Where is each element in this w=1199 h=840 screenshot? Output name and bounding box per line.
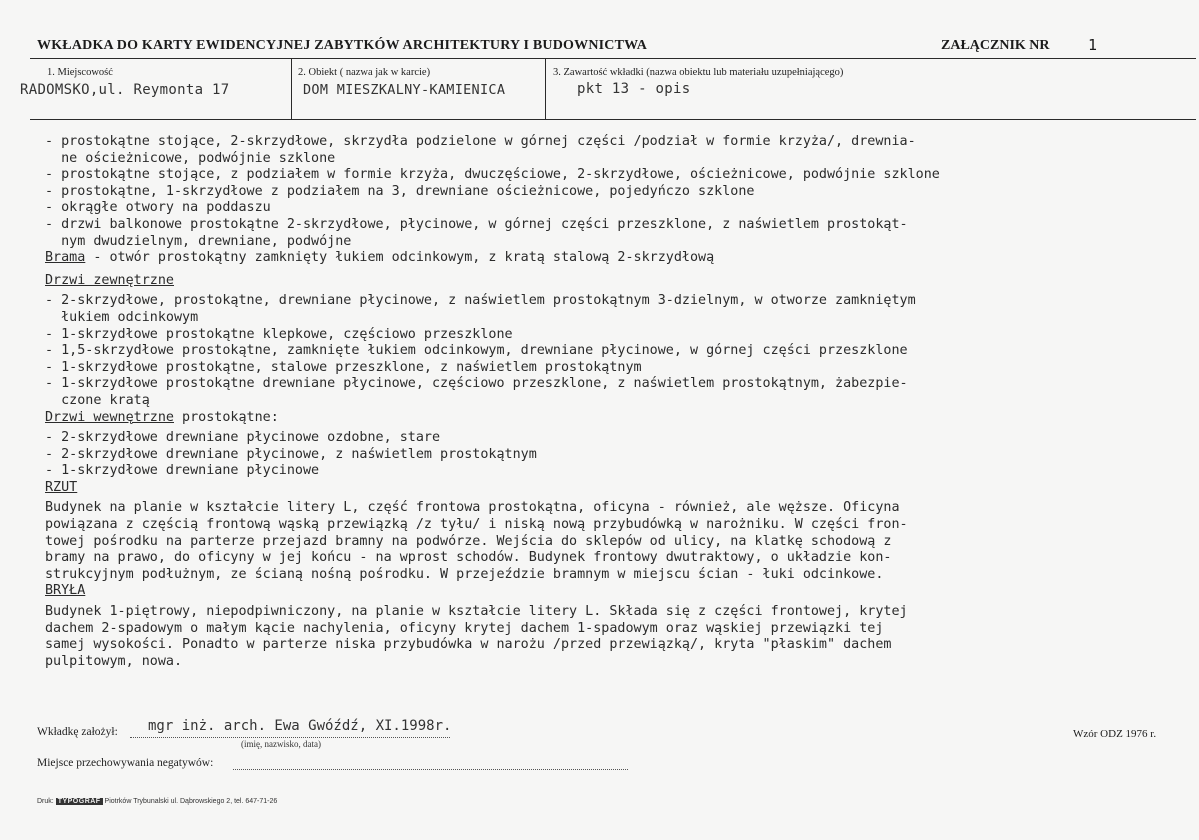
text-line: - drzwi balkonowe prostokątne 2-skrzydłowe, płycinowe, w górnej części przeszklone, z naświetlem prostokąt- [45,216,908,232]
locality-value: RADOMSKO,ul. Reymonta 17 [20,82,230,98]
content-label: 3. Zawartość wkładki (nazwa obiektu lub materiału uzupełniającego) [553,67,844,78]
object-value: DOM MIESZKALNY-KAMIENICA [303,82,506,98]
author-value: mgr inż. arch. Ewa Gwóźdź, XI.1998r. [148,718,452,734]
text-line: ne ościeżnicowe, podwójnie szklone [45,150,336,166]
printer-imprint [37,798,277,805]
annex-label: ZAŁĄCZNIK NR [941,38,1050,53]
printer-brand: TYPOGRAF [57,798,101,805]
text-line: pulpitowym, nowa. [45,653,183,669]
field-divider-2 [545,58,546,120]
text-line: - prostokątne stojące, 2-skrzydłowe, skrzydła podzielone w górnej części /podział w formie krzyża/, drewnia- [45,134,916,149]
section-heading-massing: BRYŁA [45,583,86,599]
field-divider-1 [291,58,292,120]
printer-address: Piotrków Trybunalski ul. Dąbrowskiego 2, tel. 647-71-26 [104,798,278,805]
gate-text: - otwór prostokątny zamknięty łukiem odcinkowym, z kratą stalową 2-skrzydłową [85,250,715,266]
text-line: - 1,5-skrzydłowe prostokątne, zamknięte łukiem odcinkowym, drewniane płycinowe, w górnej części przeszklone [45,343,908,359]
text-line: - 1-skrzydłowe prostokątne klepkowe, częściowo przeszklone [45,326,513,342]
text-line-gate [45,250,1185,267]
text-line: - prostokątne stojące, z podziałem w formie krzyża, dwuczęściowe, 2-skrzydłowe, ościeżnicowe, podwójnie szklone [45,167,940,183]
text-line: towej pośrodku na parterze przejazd bramny na podwórze. Wejścia do sklepów od ulicy, na klatkę schodową z [45,533,892,549]
text-line: czone kratą [45,392,150,408]
object-label: 2. Obiekt ( nazwa jak w karcie) [298,67,431,78]
text-line: - 2-skrzydłowe drewniane płycinowe, z naświetlem prostokątnym [45,446,537,462]
text-line: dachem 2-spadowym o małym kącie nachylenia, oficyny krytej dachem 1-spadowym oraz wąskiej przewiązki tej [45,620,884,636]
text-line: bramy na prawo, do oficyny w jej końcu - na wprost schodów. Budynek frontowy dwutraktowy, o układzie kon- [45,550,892,566]
locality-label: 1. Miejscowość [47,67,113,78]
negatives-label: Miejsce przechowywania negatywów: [37,757,214,769]
header-top-rule [30,58,1196,59]
print-prefix: Druk: [37,798,54,805]
text-line: - 2-skrzydłowe, prostokątne, drewniane płycinowe, z naświetlem prostokątnym 3-dzielnym, w otworze zamkniętym [45,293,916,309]
author-label: Wkładkę założył: [37,726,118,738]
text-line: - 1-skrzydłowe drewniane płycinowe [45,463,320,479]
text-line: - prostokątne, 1-skrzydłowe z podziałem na 3, drewniane ościeżnicowe, pojedyńczo szklone [45,183,755,199]
typed-description [45,134,1185,670]
section-heading-interior-doors: Drzwi wewnętrzne prostokątne: [45,409,279,425]
card-title: WKŁADKA DO KARTY EWIDENCYJNEJ ZABYTKÓW ARCHITEKTURY I BUDOWNICTWA [37,38,648,53]
text-line: - 2-skrzydłowe drewniane płycinowe ozdobne, stare [45,430,441,446]
annex-number: 1 [1088,36,1098,54]
gate-heading: Brama [45,250,86,266]
text-line: - 1-skrzydłowe prostokątne, stalowe przeszklone, z naświetlem prostokątnym [45,359,642,375]
form-number: Wzór ODZ 1976 r. [1073,728,1157,740]
text-line: nym dwudzielnym, drewniane, podwójne [45,233,352,249]
author-caption: (imię, nazwisko, data) [241,739,321,749]
author-dotted-line [130,737,450,738]
section-heading-exterior-doors: Drzwi zewnętrzne [45,272,174,288]
text-line: Budynek 1-piętrowy, niepodpiwniczony, na planie w kształcie litery L. Składa się z części frontowej, krytej [45,604,908,620]
text-line: strukcyjnym podłużnym, ze ścianą nośną pośrodku. W przejeździe bramnym w miejscu ścian - łuki odcinkowe. [45,566,884,582]
negatives-dotted-line [233,769,628,770]
text-line: samej wysokości. Ponadto w parterze niska przybudówka w narożu /przed przewiązką/, kryta "płaskim" dachem [45,637,892,653]
text-line: Budynek na planie w kształcie litery L, część frontowa prostokątna, oficyna - również, ale węższe. Oficyna [45,500,900,516]
text-line: łukiem odcinkowym [45,309,199,325]
text-line: - 1-skrzydłowe prostokątne drewniane płycinowe, częściowo przeszklone, z naświetlem prostokątnym, żabezpie- [45,376,908,392]
section-heading-plan: RZUT [45,479,78,495]
text-line: powiązana z częścią frontową wąską przewiązką /z tyłu/ i niską nową przybudówką w narożniku. W części fron- [45,517,908,533]
text-line: - okrągłe otwory na poddaszu [45,200,271,216]
header-bottom-rule [30,119,1196,120]
content-value: pkt 13 - opis [577,81,691,97]
